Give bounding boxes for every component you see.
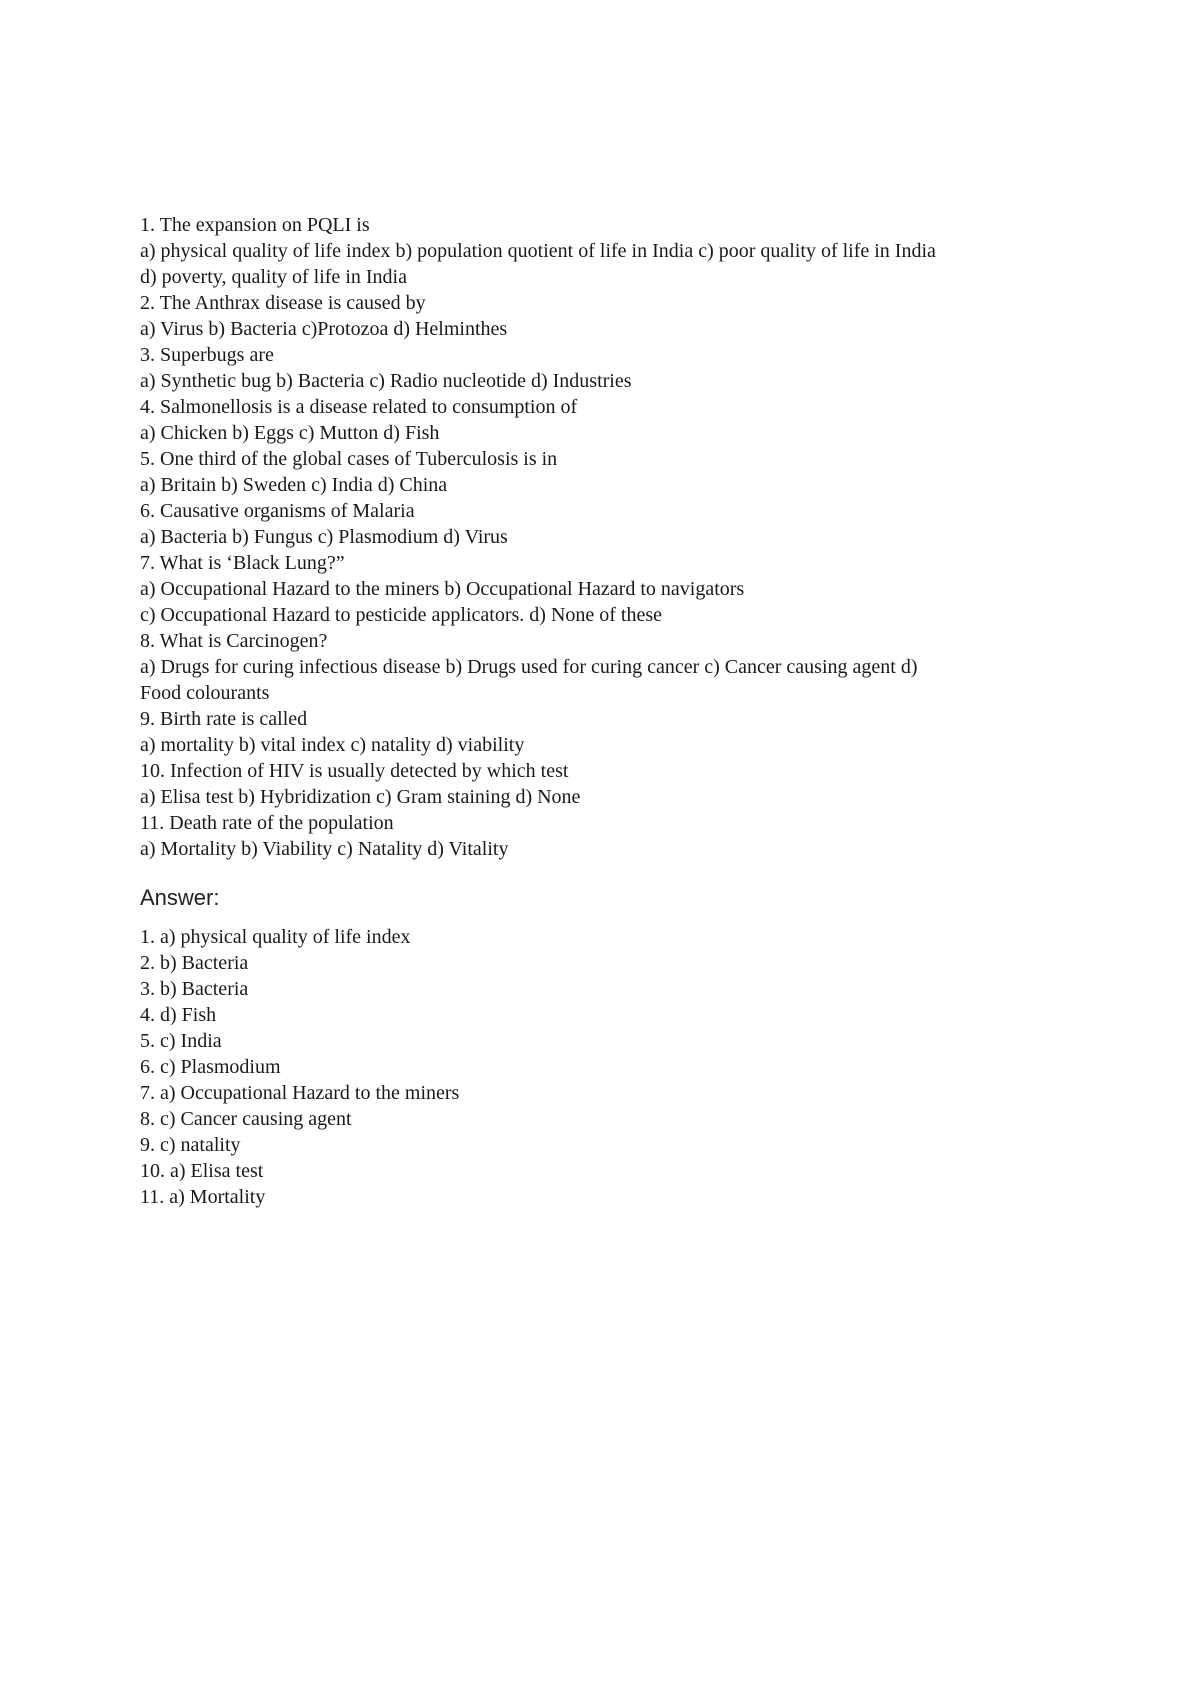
question-options: a) Synthetic bug b) Bacteria c) Radio nucleotide d) Industries <box>140 370 632 392</box>
question-options: a) mortality b) vital index c) natality d) viability <box>140 734 525 756</box>
answer-item: 1. a) physical quality of life index <box>140 926 411 948</box>
question-text: 2. The Anthrax disease is caused by <box>140 292 426 314</box>
answer-item: 5. c) India <box>140 1030 222 1052</box>
question-options: a) Virus b) Bacteria c)Protozoa d) Helminthes <box>140 318 508 340</box>
question-text: 3. Superbugs are <box>140 344 274 366</box>
question-text: 9. Birth rate is called <box>140 708 308 730</box>
answer-item: 9. c) natality <box>140 1134 241 1156</box>
question-options: a) Mortality b) Viability c) Natality d) Vitality <box>140 838 509 860</box>
question-block <box>140 628 1080 706</box>
question-options: a) Occupational Hazard to the miners b) Occupational Hazard to navigators <box>140 578 745 600</box>
answer-item: 8. c) Cancer causing agent <box>140 1108 352 1130</box>
answer-item: 3. b) Bacteria <box>140 978 249 1000</box>
answer-item: 4. d) Fish <box>140 1004 217 1026</box>
question-text: 8. What is Carcinogen? <box>140 630 328 652</box>
question-block <box>140 758 1080 810</box>
question-block <box>140 212 1080 290</box>
answer-item: 6. c) Plasmodium <box>140 1056 281 1078</box>
question-options: c) Occupational Hazard to pesticide applicators. d) None of these <box>140 604 663 626</box>
question-text: 10. Infection of HIV is usually detected by which test <box>140 760 569 782</box>
document-page <box>140 212 1080 1210</box>
question-options: a) Drugs for curing infectious disease b) Drugs used for curing cancer c) Cancer causing agent d) <box>140 656 918 678</box>
question-text: 5. One third of the global cases of Tuberculosis is in <box>140 448 558 470</box>
answer-list <box>140 924 1080 1210</box>
answer-item: 2. b) Bacteria <box>140 952 249 974</box>
question-list <box>140 212 1080 862</box>
question-options: a) physical quality of life index b) population quotient of life in India c) poor quality of life in India <box>140 240 936 262</box>
question-text: 7. What is ‘Black Lung?” <box>140 552 345 574</box>
answer-item: 7. a) Occupational Hazard to the miners <box>140 1082 460 1104</box>
question-block <box>140 550 1080 628</box>
question-options: Food colourants <box>140 682 270 704</box>
answer-heading: Answer: <box>140 885 220 910</box>
question-text: 11. Death rate of the population <box>140 812 394 834</box>
answer-item: 10. a) Elisa test <box>140 1160 264 1182</box>
question-text: 1. The expansion on PQLI is <box>140 214 370 236</box>
question-block <box>140 446 1080 498</box>
question-options: a) Chicken b) Eggs c) Mutton d) Fish <box>140 422 440 444</box>
question-options: d) poverty, quality of life in India <box>140 266 407 288</box>
answer-item: 11. a) Mortality <box>140 1186 266 1208</box>
question-block <box>140 810 1080 862</box>
question-text: 6. Causative organisms of Malaria <box>140 500 415 522</box>
question-options: a) Britain b) Sweden c) India d) China <box>140 474 448 496</box>
question-block <box>140 290 1080 342</box>
question-text: 4. Salmonellosis is a disease related to consumption of <box>140 396 578 418</box>
question-block <box>140 394 1080 446</box>
question-options: a) Bacteria b) Fungus c) Plasmodium d) Virus <box>140 526 508 548</box>
question-block <box>140 342 1080 394</box>
question-block <box>140 706 1080 758</box>
question-options: a) Elisa test b) Hybridization c) Gram staining d) None <box>140 786 581 808</box>
question-block <box>140 498 1080 550</box>
